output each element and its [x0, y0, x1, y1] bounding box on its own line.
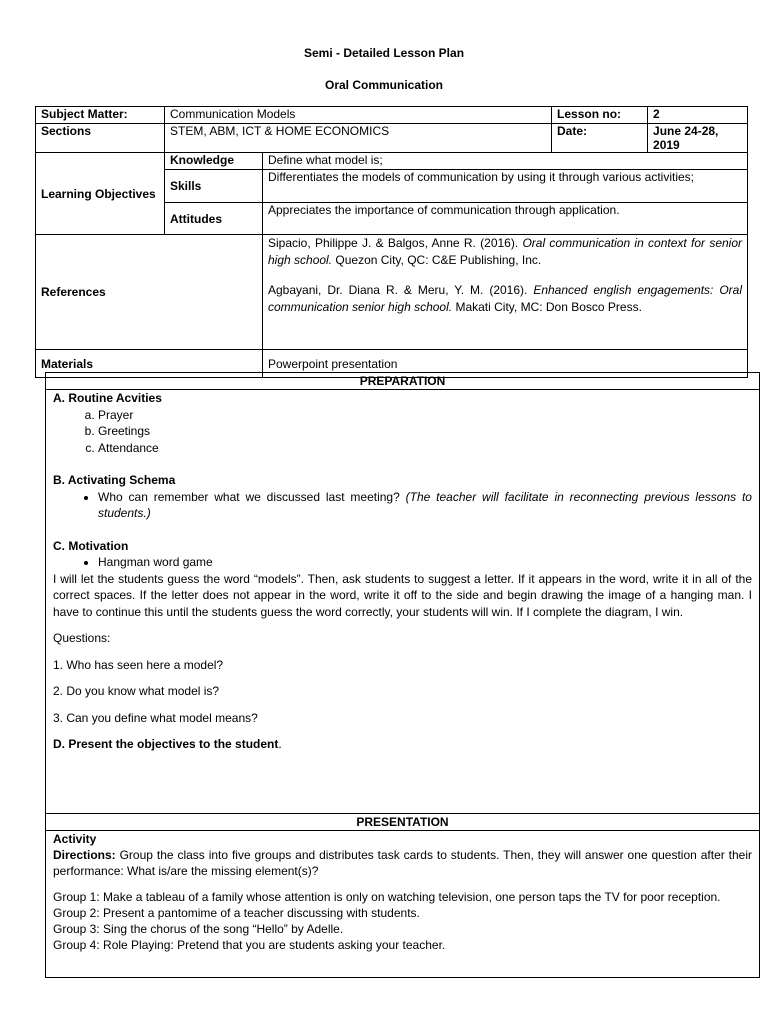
- subject-label: Subject Matter:: [36, 107, 165, 124]
- lesson-value: 2: [648, 107, 748, 124]
- objective-text-skills: Differentiates the models of communication by using it through various activities;: [263, 170, 748, 203]
- objective-row-knowledge: [36, 153, 748, 170]
- questions-label: Questions:: [53, 631, 111, 645]
- question-3: 3. Can you define what model means?: [53, 710, 258, 725]
- list-item: a. Prayer: [98, 407, 752, 424]
- list-item: b. Greetings: [98, 423, 752, 440]
- motivation-list: [53, 554, 752, 571]
- routine-activities-list: [53, 407, 752, 457]
- routine-activities-heading: A. Routine Acvities: [53, 391, 162, 405]
- lesson-label: Lesson no:: [552, 107, 648, 124]
- document-title: Semi - Detailed Lesson Plan: [303, 46, 465, 60]
- list-item: • Hangman word game: [98, 554, 752, 571]
- directions-paragraph: Directions: Group the class into five groups and distributes task cards to students. Then, they will answer one question after their performance: What is/are the missing element(s)?: [53, 848, 752, 878]
- question-1: 1. Who has seen here a model?: [53, 657, 224, 672]
- presentation-heading: PRESENTATION: [46, 814, 759, 831]
- lesson-header-table: [35, 106, 748, 378]
- group-item: Group 4: Role Playing: Pretend that you are students asking your teacher.: [53, 938, 446, 952]
- references-label: References: [36, 235, 263, 350]
- list-item: • Who can remember what we discussed last meeting? (The teacher will facilitate in reconnecting previous lessons to students.): [98, 489, 752, 522]
- objective-label-skills: Skills: [165, 170, 263, 203]
- group-item: Group 1: Make a tableau of a family whose attention is only on watching television, one person taps the TV for poor reception.: [53, 890, 721, 904]
- presentation-section: [45, 813, 760, 978]
- preparation-section: [45, 372, 760, 814]
- preparation-heading: PREPARATION: [46, 373, 759, 390]
- objective-text-knowledge: Define what model is;: [263, 153, 748, 170]
- date-value: June 24-28, 2019: [648, 124, 748, 153]
- objective-text-attitudes: Appreciates the importance of communication through application.: [263, 203, 748, 235]
- sections-label: Sections: [36, 124, 165, 153]
- motivation-heading: C. Motivation: [53, 538, 129, 553]
- date-label: Date:: [552, 124, 648, 153]
- objective-label-attitudes: Attitudes: [165, 203, 263, 235]
- materials-label: Materials: [36, 350, 263, 378]
- subject-row: [36, 107, 748, 124]
- objectives-presentation-heading: D. Present the objectives to the student.: [53, 737, 282, 751]
- objective-label-knowledge: Knowledge: [165, 153, 263, 170]
- activity-label: Activity: [53, 832, 97, 846]
- references-cell: [263, 235, 748, 350]
- reference-1: Sipacio, Philippe J. & Balgos, Anne R. (2016). Oral communication in context for senior high school. Quezon City, QC: C&E Publishing, Inc.: [268, 236, 743, 267]
- reference-2: Agbayani, Dr. Diana R. & Meru, Y. M. (2016). Enhanced english engagements: Oral communication senior high school. Makati City, MC: Don Bosco Press.: [268, 283, 743, 314]
- activating-schema-list: [53, 489, 752, 522]
- group-item: Group 3: Sing the chorus of the song “Hello” by Adelle.: [53, 922, 344, 936]
- subject-value: Communication Models: [165, 107, 552, 124]
- materials-value: Powerpoint presentation: [263, 350, 748, 378]
- references-row: [36, 235, 748, 350]
- sections-value: STEM, ABM, ICT & HOME ECONOMICS: [165, 124, 552, 153]
- question-2: 2. Do you know what model is?: [53, 684, 220, 698]
- document-subtitle: Oral Communication: [324, 78, 443, 92]
- activating-schema-heading: B. Activating Schema: [53, 473, 176, 487]
- sections-row: [36, 124, 748, 153]
- objectives-label: Learning Objectives: [36, 153, 165, 235]
- list-item: c. Attendance: [98, 440, 752, 457]
- motivation-paragraph: I will let the students guess the word “models”. Then, ask students to suggest a letter. If it appears in the word, write it in all of the correct spaces. If the letter does not appear in the word, write it off to the side and begin drawing the image of a hanging man. I have to continue this until the students guess the word correctly, your students will win. If I complete the diagram, I win.: [53, 571, 752, 619]
- group-item: Group 2: Present a pantomime of a teacher discussing with students.: [53, 906, 420, 920]
